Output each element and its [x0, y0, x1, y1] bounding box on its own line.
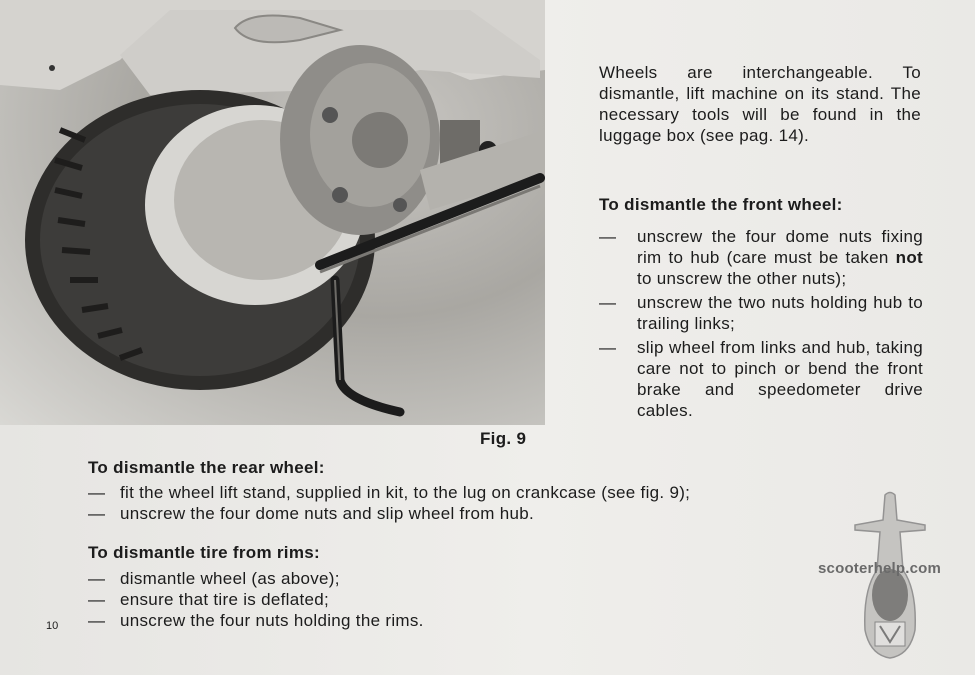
dash-bullet: — [88, 590, 106, 609]
list-item [88, 610, 788, 631]
dash-bullet: — [88, 611, 106, 630]
dash-bullet: — [88, 483, 106, 502]
page-number: 10 [46, 620, 59, 632]
rear-wheel-steps [88, 482, 938, 524]
step-text: unscrew the four dome nuts fixing rim to hub (care must be taken not to unscrew the other nuts); [637, 227, 923, 288]
step-text: unscrew the four dome nuts and slip wheel from hub. [120, 504, 535, 523]
tire-heading: To dismantle tire from rims: [88, 543, 320, 562]
rear-wheel-heading: To dismantle the rear wheel: [88, 458, 325, 477]
scooter-logo-icon [845, 490, 935, 665]
front-wheel-heading: To dismantle the front wheel: [599, 195, 843, 214]
dash-bullet: — [599, 338, 617, 357]
list-item [88, 482, 938, 503]
step-text: slip wheel from links and hub, taking care not to pinch or bend the front brake and speedometer drive cables. [637, 338, 923, 420]
dash-bullet: — [88, 504, 106, 523]
list-item [88, 568, 788, 589]
step-text: ensure that tire is deflated; [120, 590, 330, 609]
figure-caption: Fig. 9 [480, 429, 527, 448]
intro-paragraph: Wheels are interchangeable. To dismantle, lift machine on its stand. The necessary tools will be found in the luggage box (see pag. 14). [599, 63, 921, 145]
dash-bullet: — [599, 227, 617, 246]
step-text: unscrew the four nuts holding the rims. [120, 611, 424, 630]
tire-steps [88, 568, 788, 631]
list-item [599, 292, 923, 334]
step-text: dismantle wheel (as above); [120, 569, 340, 588]
list-item [599, 226, 923, 289]
list-item [599, 337, 923, 421]
dash-bullet: — [599, 293, 617, 312]
step-text: fit the wheel lift stand, supplied in kit, to the lug on crankcase (see fig. 9); [120, 483, 691, 502]
dash-bullet: — [88, 569, 106, 588]
wheel-photo [0, 0, 545, 425]
list-item [88, 503, 938, 524]
front-wheel-steps [599, 226, 923, 424]
list-item [88, 589, 788, 610]
step-text: unscrew the two nuts holding hub to trailing links; [637, 293, 923, 333]
watermark: scooterhelp.com [818, 560, 942, 577]
